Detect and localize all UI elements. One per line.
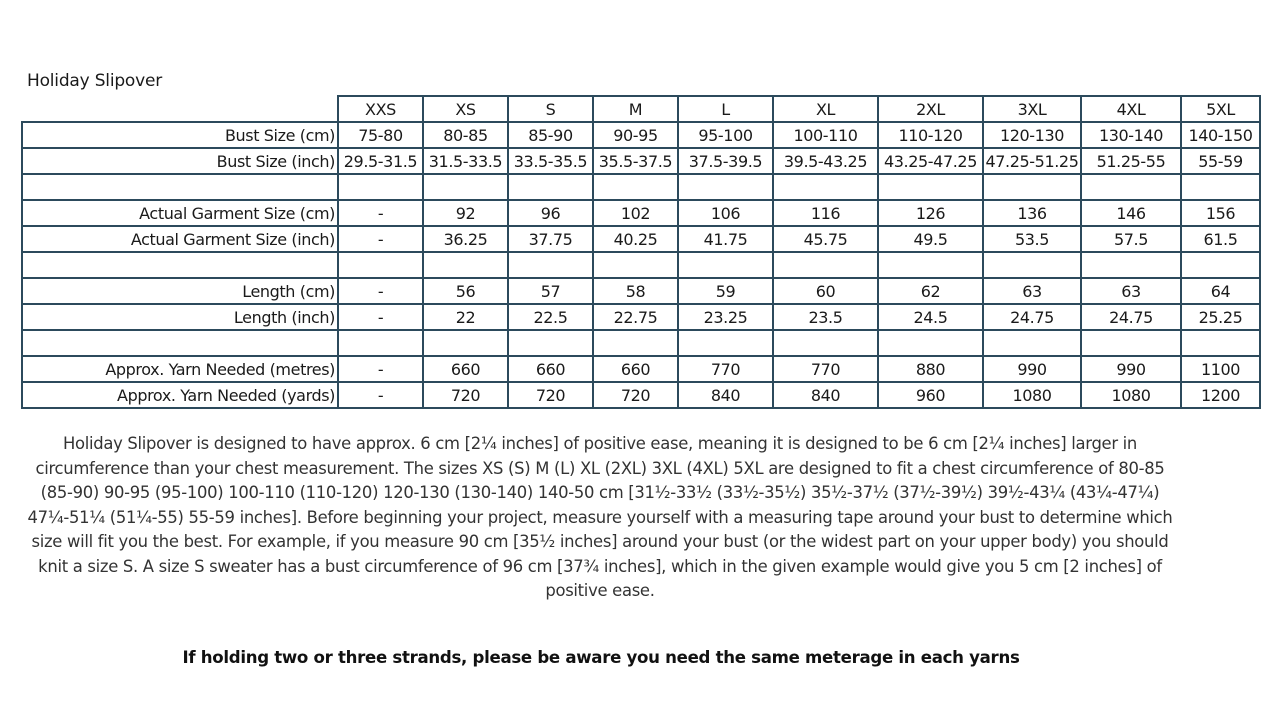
spacer-row [22, 330, 1260, 356]
table-cell: 840 [678, 382, 773, 408]
table-cell [773, 252, 878, 278]
table-cell: 120-130 [983, 122, 1081, 148]
table-cell: 136 [983, 200, 1081, 226]
table-cell [983, 174, 1081, 200]
size-header-3xl: 3XL [983, 96, 1081, 122]
table-cell [983, 252, 1081, 278]
row-label: Length (inch) [22, 304, 338, 330]
table-cell: 60 [773, 278, 878, 304]
size-header-5xl: 5XL [1181, 96, 1260, 122]
table-cell [508, 252, 593, 278]
table-cell: 37.5-39.5 [678, 148, 773, 174]
row-label: Approx. Yarn Needed (metres) [22, 356, 338, 382]
table-cell: - [338, 200, 423, 226]
table-cell: 59 [678, 278, 773, 304]
table-cell [1181, 174, 1260, 200]
table-row [22, 122, 1260, 148]
table-cell [1081, 174, 1181, 200]
row-label [22, 174, 338, 200]
table-cell: 770 [678, 356, 773, 382]
table-cell [423, 330, 508, 356]
table-cell: 61.5 [1181, 226, 1260, 252]
table-cell: - [338, 226, 423, 252]
table-cell: 126 [878, 200, 983, 226]
table-cell: 130-140 [1081, 122, 1181, 148]
size-header-m: M [593, 96, 678, 122]
table-cell: 840 [773, 382, 878, 408]
table-cell [1181, 330, 1260, 356]
table-row [22, 148, 1260, 174]
table-cell: 43.25-47.25 [878, 148, 983, 174]
table-cell: 990 [983, 356, 1081, 382]
table-cell: 56 [423, 278, 508, 304]
table-cell: 24.75 [983, 304, 1081, 330]
table-cell [508, 330, 593, 356]
table-cell: 58 [593, 278, 678, 304]
table-cell [878, 330, 983, 356]
table-cell: 156 [1181, 200, 1260, 226]
table-cell: 100-110 [773, 122, 878, 148]
table-cell: 102 [593, 200, 678, 226]
table-cell: 57 [508, 278, 593, 304]
table-cell: 660 [593, 356, 678, 382]
table-cell: 23.5 [773, 304, 878, 330]
size-header-l: L [678, 96, 773, 122]
table-cell: 37.75 [508, 226, 593, 252]
table-cell: 720 [423, 382, 508, 408]
table-row [22, 304, 1260, 330]
table-cell: 720 [508, 382, 593, 408]
table-cell [773, 174, 878, 200]
table-cell [423, 174, 508, 200]
table-cell [773, 330, 878, 356]
table-cell [678, 252, 773, 278]
table-cell: 720 [593, 382, 678, 408]
table-cell [678, 174, 773, 200]
size-chart-body [22, 122, 1260, 408]
table-cell: 1080 [983, 382, 1081, 408]
table-cell [508, 174, 593, 200]
table-cell: 110-120 [878, 122, 983, 148]
table-cell: 55-59 [1181, 148, 1260, 174]
row-label: Approx. Yarn Needed (yards) [22, 382, 338, 408]
table-cell: 146 [1081, 200, 1181, 226]
spacer-row [22, 174, 1260, 200]
table-cell: 33.5-35.5 [508, 148, 593, 174]
table-cell: 116 [773, 200, 878, 226]
table-cell [593, 174, 678, 200]
strands-notice: If holding two or three strands, please be aware you need the same meterage in each yarns [182, 648, 1020, 667]
size-header-xl: XL [773, 96, 878, 122]
table-cell: 22.5 [508, 304, 593, 330]
table-cell [878, 174, 983, 200]
table-cell: 47.25-51.25 [983, 148, 1081, 174]
table-cell: 31.5-33.5 [423, 148, 508, 174]
table-cell [338, 252, 423, 278]
table-cell: 80-85 [423, 122, 508, 148]
table-cell [678, 330, 773, 356]
table-cell: 24.5 [878, 304, 983, 330]
table-cell: 990 [1081, 356, 1181, 382]
table-cell [338, 330, 423, 356]
table-cell: 63 [983, 278, 1081, 304]
table-cell: 85-90 [508, 122, 593, 148]
table-cell [423, 252, 508, 278]
table-cell: 29.5-31.5 [338, 148, 423, 174]
table-row [22, 226, 1260, 252]
table-cell: 90-95 [593, 122, 678, 148]
table-cell: 24.75 [1081, 304, 1181, 330]
table-cell: 140-150 [1181, 122, 1260, 148]
table-cell: - [338, 278, 423, 304]
row-label: Bust Size (cm) [22, 122, 338, 148]
table-cell: 25.25 [1181, 304, 1260, 330]
table-cell: 63 [1081, 278, 1181, 304]
table-cell: 36.25 [423, 226, 508, 252]
table-cell [1081, 252, 1181, 278]
table-cell: 22 [423, 304, 508, 330]
row-label: Actual Garment Size (cm) [22, 200, 338, 226]
table-cell: 22.75 [593, 304, 678, 330]
table-cell: 106 [678, 200, 773, 226]
size-header-row [22, 96, 1260, 122]
table-cell: 75-80 [338, 122, 423, 148]
table-cell: 660 [423, 356, 508, 382]
table-cell: 62 [878, 278, 983, 304]
table-cell [1181, 252, 1260, 278]
document-title: Holiday Slipover [27, 71, 163, 91]
table-cell: 23.25 [678, 304, 773, 330]
row-label: Actual Garment Size (inch) [22, 226, 338, 252]
table-cell: 770 [773, 356, 878, 382]
table-cell: 880 [878, 356, 983, 382]
size-header-4xl: 4XL [1081, 96, 1181, 122]
table-cell [1081, 330, 1181, 356]
table-row [22, 382, 1260, 408]
table-row [22, 356, 1260, 382]
table-cell [593, 252, 678, 278]
table-cell: 1200 [1181, 382, 1260, 408]
table-row [22, 200, 1260, 226]
table-cell: 57.5 [1081, 226, 1181, 252]
table-cell: 660 [508, 356, 593, 382]
row-label: Length (cm) [22, 278, 338, 304]
table-row [22, 278, 1260, 304]
table-cell: 53.5 [983, 226, 1081, 252]
row-label [22, 330, 338, 356]
table-cell: - [338, 356, 423, 382]
table-cell: 40.25 [593, 226, 678, 252]
table-cell: 49.5 [878, 226, 983, 252]
table-cell: 92 [423, 200, 508, 226]
table-cell [983, 330, 1081, 356]
row-label: Bust Size (inch) [22, 148, 338, 174]
table-cell: 95-100 [678, 122, 773, 148]
ease-paragraph: Holiday Slipover is designed to have approx. 6 cm [2¼ inches] of positive ease, meaning it is designed to be 6 cm [2¼ inches] larger in circumference than your chest measurement. The sizes XS (S) M (L) XL (2XL) 3XL (4XL) 5XL are designed to fit a chest circumference of 80-85 (85-90) 90-95 (95-100) 100-110 (110-120) 120-130 (130-140) 140-50 cm [31½-33½ (33½-35½) 35½-37½ (37½-39½) 39½-43¼ (43¼-47¼) 47¼-51¼ (51¼-55) 55-59 inches]. Before beginning your project, measure yourself with a measuring tape around your bust to determine which size will fit you the best. For example, if you measure 90 cm [35½ inches] around your bust (or the widest part on your upper body) you should knit a size S. A size S sweater has a bust circumference of 96 cm [37¾ inches], which in the given example would give you 5 cm [2 inches] of positive ease. [27, 434, 1173, 600]
table-cell: 96 [508, 200, 593, 226]
spacer-row [22, 252, 1260, 278]
table-cell: 39.5-43.25 [773, 148, 878, 174]
size-header-2xl: 2XL [878, 96, 983, 122]
size-chart-table [21, 95, 1261, 409]
table-cell: 1080 [1081, 382, 1181, 408]
table-cell [338, 174, 423, 200]
table-cell: 64 [1181, 278, 1260, 304]
table-cell: 35.5-37.5 [593, 148, 678, 174]
table-cell: 51.25-55 [1081, 148, 1181, 174]
header-corner-cell [22, 96, 338, 122]
table-cell: 45.75 [773, 226, 878, 252]
table-cell [593, 330, 678, 356]
table-cell: 1100 [1181, 356, 1260, 382]
table-cell [878, 252, 983, 278]
table-cell: 960 [878, 382, 983, 408]
size-header-xs: XS [423, 96, 508, 122]
size-header-xxs: XXS [338, 96, 423, 122]
table-cell: - [338, 304, 423, 330]
row-label [22, 252, 338, 278]
size-header-s: S [508, 96, 593, 122]
table-cell: - [338, 382, 423, 408]
table-cell: 41.75 [678, 226, 773, 252]
